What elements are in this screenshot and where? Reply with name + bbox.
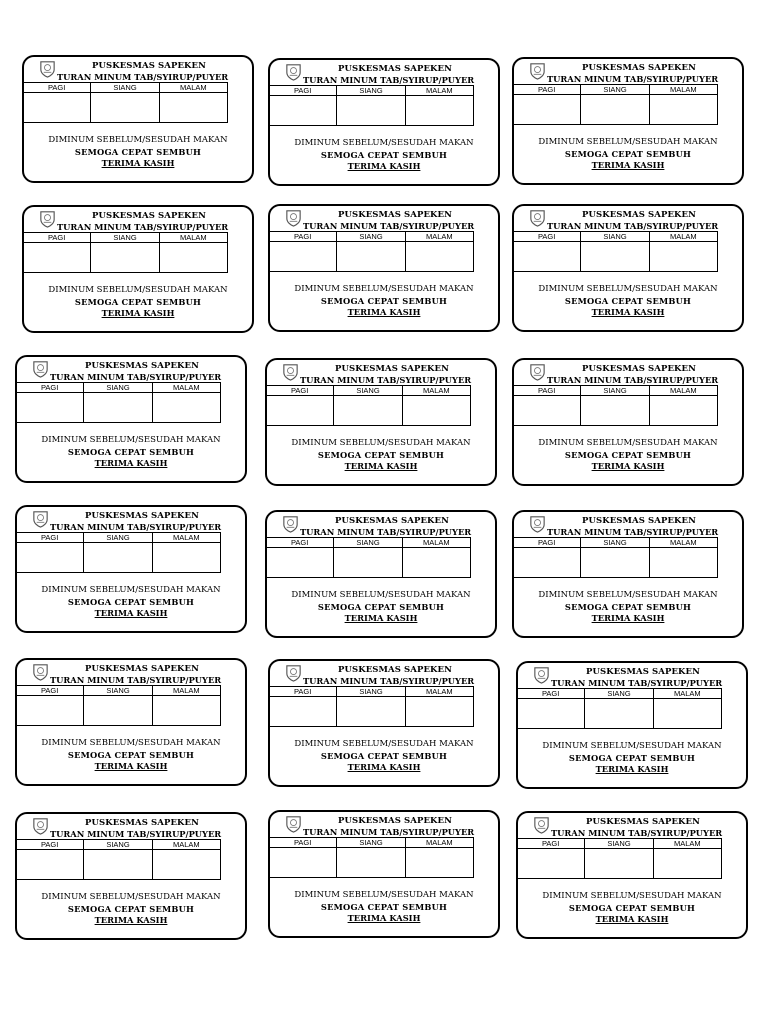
meal-instruction: DIMINUM SEBELUM/SESUDAH MAKAN	[294, 138, 474, 148]
dosage-rule-title: TURAN MINUM TAB/SYIRUP/PUYER	[303, 75, 475, 85]
get-well-wish: SEMOGA CEPAT SEMBUH	[74, 297, 202, 307]
thank-you-text: TERIMA KASIH	[94, 458, 168, 468]
clinic-name: PUSKESMAS SAPEKEN	[338, 210, 452, 220]
thank-you-text: TERIMA KASIH	[94, 761, 168, 771]
clinic-name: PUSKESMAS SAPEKEN	[335, 516, 449, 526]
cell-siang	[581, 396, 649, 426]
dosage-table	[268, 85, 474, 126]
column-malam: MALAM	[152, 383, 220, 393]
cell-malam	[402, 548, 470, 578]
cell-pagi	[517, 849, 585, 879]
cell-siang	[84, 850, 152, 880]
cell-pagi	[513, 548, 581, 578]
dosage-rule-title: TURAN MINUM TAB/SYIRUP/PUYER	[547, 375, 719, 385]
meal-instruction: DIMINUM SEBELUM/SESUDAH MAKAN	[538, 438, 718, 448]
column-malam: MALAM	[159, 233, 227, 243]
thank-you-text: TERIMA KASIH	[591, 461, 665, 471]
get-well-wish: SEMOGA CEPAT SEMBUH	[320, 751, 448, 761]
puskesmas-emblem-icon	[284, 663, 303, 682]
clinic-name: PUSKESMAS SAPEKEN	[582, 516, 696, 526]
puskesmas-emblem-icon	[528, 514, 547, 533]
column-pagi: PAGI	[23, 233, 91, 243]
clinic-name: PUSKESMAS SAPEKEN	[582, 364, 696, 374]
dosage-table	[516, 688, 722, 729]
puskesmas-emblem-icon	[38, 59, 57, 78]
cell-malam	[649, 95, 717, 125]
meal-instruction: DIMINUM SEBELUM/SESUDAH MAKAN	[542, 891, 722, 901]
cell-pagi	[23, 243, 91, 273]
puskesmas-emblem-icon	[284, 62, 303, 81]
column-malam: MALAM	[649, 538, 717, 548]
column-siang: SIANG	[585, 839, 653, 849]
dosage-table	[15, 685, 221, 726]
cell-siang	[581, 548, 649, 578]
column-malam: MALAM	[405, 687, 473, 697]
cell-pagi	[16, 850, 84, 880]
clinic-name: PUSKESMAS SAPEKEN	[85, 361, 199, 371]
cell-pagi	[23, 93, 91, 123]
column-malam: MALAM	[653, 689, 721, 699]
medicine-label	[516, 661, 748, 789]
cell-malam	[152, 850, 220, 880]
thank-you-text: TERIMA KASIH	[347, 307, 421, 317]
cell-malam	[405, 697, 473, 727]
dosage-table	[15, 839, 221, 880]
medicine-label	[22, 55, 254, 183]
medicine-label	[265, 358, 497, 486]
medicine-label	[512, 204, 744, 332]
column-siang: SIANG	[581, 386, 649, 396]
column-malam: MALAM	[402, 386, 470, 396]
cell-pagi	[269, 848, 337, 878]
cell-pagi	[517, 699, 585, 729]
column-siang: SIANG	[84, 840, 152, 850]
column-siang: SIANG	[337, 838, 405, 848]
column-siang: SIANG	[84, 533, 152, 543]
cell-malam	[402, 396, 470, 426]
cell-siang	[585, 849, 653, 879]
cell-siang	[337, 848, 405, 878]
meal-instruction: DIMINUM SEBELUM/SESUDAH MAKAN	[538, 284, 718, 294]
cell-siang	[581, 95, 649, 125]
column-siang: SIANG	[337, 232, 405, 242]
cell-malam	[649, 242, 717, 272]
column-pagi: PAGI	[16, 686, 84, 696]
column-pagi: PAGI	[513, 386, 581, 396]
cell-malam	[649, 548, 717, 578]
cell-malam	[405, 96, 473, 126]
meal-instruction: DIMINUM SEBELUM/SESUDAH MAKAN	[538, 137, 718, 147]
column-pagi: PAGI	[23, 83, 91, 93]
column-pagi: PAGI	[269, 838, 337, 848]
dosage-rule-title: TURAN MINUM TAB/SYIRUP/PUYER	[300, 375, 472, 385]
column-malam: MALAM	[152, 686, 220, 696]
get-well-wish: SEMOGA CEPAT SEMBUH	[67, 904, 195, 914]
clinic-name: PUSKESMAS SAPEKEN	[586, 667, 700, 677]
clinic-name: PUSKESMAS SAPEKEN	[85, 511, 199, 521]
dosage-table	[268, 837, 474, 878]
column-malam: MALAM	[402, 538, 470, 548]
cell-malam	[649, 396, 717, 426]
dosage-table	[512, 84, 718, 125]
get-well-wish: SEMOGA CEPAT SEMBUH	[317, 450, 445, 460]
column-siang: SIANG	[337, 687, 405, 697]
dosage-table	[15, 382, 221, 423]
meal-instruction: DIMINUM SEBELUM/SESUDAH MAKAN	[542, 741, 722, 751]
cell-pagi	[266, 548, 334, 578]
dosage-rule-title: TURAN MINUM TAB/SYIRUP/PUYER	[300, 527, 472, 537]
cell-siang	[334, 548, 402, 578]
thank-you-text: TERIMA KASIH	[347, 762, 421, 772]
cell-pagi	[269, 697, 337, 727]
cell-malam	[152, 393, 220, 423]
clinic-name: PUSKESMAS SAPEKEN	[582, 210, 696, 220]
cell-pagi	[513, 242, 581, 272]
thank-you-text: TERIMA KASIH	[344, 613, 418, 623]
thank-you-text: TERIMA KASIH	[101, 308, 175, 318]
column-siang: SIANG	[84, 686, 152, 696]
thank-you-text: TERIMA KASIH	[591, 307, 665, 317]
medicine-label	[15, 812, 247, 940]
medicine-label	[268, 810, 500, 938]
get-well-wish: SEMOGA CEPAT SEMBUH	[74, 147, 202, 157]
cell-siang	[91, 243, 159, 273]
meal-instruction: DIMINUM SEBELUM/SESUDAH MAKAN	[291, 438, 471, 448]
medicine-label	[512, 510, 744, 638]
column-pagi: PAGI	[517, 839, 585, 849]
dosage-table	[512, 231, 718, 272]
thank-you-text: TERIMA KASIH	[595, 914, 669, 924]
dosage-rule-title: TURAN MINUM TAB/SYIRUP/PUYER	[50, 372, 222, 382]
cell-pagi	[16, 696, 84, 726]
column-pagi: PAGI	[16, 533, 84, 543]
cell-pagi	[16, 543, 84, 573]
thank-you-text: TERIMA KASIH	[94, 915, 168, 925]
cell-malam	[152, 696, 220, 726]
dosage-rule-title: TURAN MINUM TAB/SYIRUP/PUYER	[50, 829, 222, 839]
cell-pagi	[266, 396, 334, 426]
column-pagi: PAGI	[513, 85, 581, 95]
column-malam: MALAM	[159, 83, 227, 93]
cell-pagi	[513, 396, 581, 426]
cell-pagi	[269, 96, 337, 126]
dosage-table	[265, 537, 471, 578]
dosage-rule-title: TURAN MINUM TAB/SYIRUP/PUYER	[303, 676, 475, 686]
medicine-label	[268, 659, 500, 787]
column-siang: SIANG	[91, 233, 159, 243]
cell-pagi	[16, 393, 84, 423]
column-siang: SIANG	[91, 83, 159, 93]
medicine-label	[15, 355, 247, 483]
column-siang: SIANG	[585, 689, 653, 699]
thank-you-text: TERIMA KASIH	[94, 608, 168, 618]
column-malam: MALAM	[649, 85, 717, 95]
thank-you-text: TERIMA KASIH	[595, 764, 669, 774]
get-well-wish: SEMOGA CEPAT SEMBUH	[564, 296, 692, 306]
column-pagi: PAGI	[269, 687, 337, 697]
puskesmas-emblem-icon	[528, 61, 547, 80]
column-pagi: PAGI	[266, 538, 334, 548]
medicine-label	[265, 510, 497, 638]
clinic-name: PUSKESMAS SAPEKEN	[338, 64, 452, 74]
cell-siang	[334, 396, 402, 426]
meal-instruction: DIMINUM SEBELUM/SESUDAH MAKAN	[538, 590, 718, 600]
cell-malam	[159, 93, 227, 123]
meal-instruction: DIMINUM SEBELUM/SESUDAH MAKAN	[48, 135, 228, 145]
get-well-wish: SEMOGA CEPAT SEMBUH	[568, 903, 696, 913]
cell-siang	[84, 696, 152, 726]
column-pagi: PAGI	[513, 538, 581, 548]
dosage-rule-title: TURAN MINUM TAB/SYIRUP/PUYER	[551, 828, 723, 838]
column-malam: MALAM	[405, 86, 473, 96]
column-malam: MALAM	[649, 232, 717, 242]
thank-you-text: TERIMA KASIH	[591, 160, 665, 170]
cell-siang	[337, 697, 405, 727]
thank-you-text: TERIMA KASIH	[101, 158, 175, 168]
column-malam: MALAM	[152, 840, 220, 850]
meal-instruction: DIMINUM SEBELUM/SESUDAH MAKAN	[41, 892, 221, 902]
cell-siang	[91, 93, 159, 123]
puskesmas-emblem-icon	[38, 209, 57, 228]
dosage-table	[268, 231, 474, 272]
dosage-table	[265, 385, 471, 426]
column-malam: MALAM	[649, 386, 717, 396]
puskesmas-emblem-icon	[31, 662, 50, 681]
medicine-label	[512, 57, 744, 185]
cell-siang	[337, 96, 405, 126]
dosage-rule-title: TURAN MINUM TAB/SYIRUP/PUYER	[303, 221, 475, 231]
cell-siang	[337, 242, 405, 272]
get-well-wish: SEMOGA CEPAT SEMBUH	[320, 296, 448, 306]
meal-instruction: DIMINUM SEBELUM/SESUDAH MAKAN	[291, 590, 471, 600]
dosage-rule-title: TURAN MINUM TAB/SYIRUP/PUYER	[551, 678, 723, 688]
dosage-rule-title: TURAN MINUM TAB/SYIRUP/PUYER	[547, 527, 719, 537]
medicine-label	[268, 58, 500, 186]
clinic-name: PUSKESMAS SAPEKEN	[85, 664, 199, 674]
column-siang: SIANG	[337, 86, 405, 96]
clinic-name: PUSKESMAS SAPEKEN	[586, 817, 700, 827]
meal-instruction: DIMINUM SEBELUM/SESUDAH MAKAN	[294, 890, 474, 900]
column-malam: MALAM	[405, 232, 473, 242]
column-pagi: PAGI	[16, 383, 84, 393]
puskesmas-emblem-icon	[281, 362, 300, 381]
get-well-wish: SEMOGA CEPAT SEMBUH	[564, 450, 692, 460]
column-siang: SIANG	[581, 538, 649, 548]
clinic-name: PUSKESMAS SAPEKEN	[335, 364, 449, 374]
dosage-table	[512, 385, 718, 426]
get-well-wish: SEMOGA CEPAT SEMBUH	[317, 602, 445, 612]
medicine-label	[15, 658, 247, 786]
clinic-name: PUSKESMAS SAPEKEN	[92, 61, 206, 71]
medicine-label	[512, 358, 744, 486]
cell-malam	[405, 242, 473, 272]
get-well-wish: SEMOGA CEPAT SEMBUH	[67, 597, 195, 607]
meal-instruction: DIMINUM SEBELUM/SESUDAH MAKAN	[294, 284, 474, 294]
cell-siang	[84, 393, 152, 423]
column-pagi: PAGI	[517, 689, 585, 699]
puskesmas-emblem-icon	[284, 814, 303, 833]
cell-malam	[405, 848, 473, 878]
puskesmas-emblem-icon	[284, 208, 303, 227]
medicine-label	[516, 811, 748, 939]
column-siang: SIANG	[581, 232, 649, 242]
get-well-wish: SEMOGA CEPAT SEMBUH	[564, 149, 692, 159]
column-malam: MALAM	[653, 839, 721, 849]
puskesmas-emblem-icon	[528, 208, 547, 227]
dosage-table	[22, 232, 228, 273]
meal-instruction: DIMINUM SEBELUM/SESUDAH MAKAN	[294, 739, 474, 749]
dosage-rule-title: TURAN MINUM TAB/SYIRUP/PUYER	[547, 221, 719, 231]
thank-you-text: TERIMA KASIH	[344, 461, 418, 471]
column-pagi: PAGI	[269, 232, 337, 242]
dosage-rule-title: TURAN MINUM TAB/SYIRUP/PUYER	[50, 675, 222, 685]
column-pagi: PAGI	[269, 86, 337, 96]
puskesmas-emblem-icon	[281, 514, 300, 533]
dosage-rule-title: TURAN MINUM TAB/SYIRUP/PUYER	[57, 72, 229, 82]
column-siang: SIANG	[581, 85, 649, 95]
column-pagi: PAGI	[513, 232, 581, 242]
dosage-table	[22, 82, 228, 123]
column-siang: SIANG	[334, 386, 402, 396]
get-well-wish: SEMOGA CEPAT SEMBUH	[67, 447, 195, 457]
cell-pagi	[269, 242, 337, 272]
puskesmas-emblem-icon	[31, 359, 50, 378]
cell-siang	[84, 543, 152, 573]
medicine-label	[15, 505, 247, 633]
clinic-name: PUSKESMAS SAPEKEN	[338, 816, 452, 826]
dosage-table	[15, 532, 221, 573]
cell-malam	[653, 699, 721, 729]
column-pagi: PAGI	[16, 840, 84, 850]
dosage-rule-title: TURAN MINUM TAB/SYIRUP/PUYER	[57, 222, 229, 232]
cell-siang	[581, 242, 649, 272]
dosage-rule-title: TURAN MINUM TAB/SYIRUP/PUYER	[303, 827, 475, 837]
column-pagi: PAGI	[266, 386, 334, 396]
cell-malam	[159, 243, 227, 273]
thank-you-text: TERIMA KASIH	[347, 161, 421, 171]
medicine-label	[268, 204, 500, 332]
puskesmas-emblem-icon	[528, 362, 547, 381]
cell-malam	[152, 543, 220, 573]
dosage-rule-title: TURAN MINUM TAB/SYIRUP/PUYER	[547, 74, 719, 84]
clinic-name: PUSKESMAS SAPEKEN	[92, 211, 206, 221]
cell-siang	[585, 699, 653, 729]
thank-you-text: TERIMA KASIH	[347, 913, 421, 923]
get-well-wish: SEMOGA CEPAT SEMBUH	[568, 753, 696, 763]
clinic-name: PUSKESMAS SAPEKEN	[582, 63, 696, 73]
column-siang: SIANG	[84, 383, 152, 393]
puskesmas-emblem-icon	[31, 509, 50, 528]
dosage-table	[268, 686, 474, 727]
dosage-table	[516, 838, 722, 879]
cell-pagi	[513, 95, 581, 125]
meal-instruction: DIMINUM SEBELUM/SESUDAH MAKAN	[41, 738, 221, 748]
thank-you-text: TERIMA KASIH	[591, 613, 665, 623]
meal-instruction: DIMINUM SEBELUM/SESUDAH MAKAN	[41, 585, 221, 595]
get-well-wish: SEMOGA CEPAT SEMBUH	[67, 750, 195, 760]
cell-malam	[653, 849, 721, 879]
puskesmas-emblem-icon	[532, 665, 551, 684]
meal-instruction: DIMINUM SEBELUM/SESUDAH MAKAN	[48, 285, 228, 295]
get-well-wish: SEMOGA CEPAT SEMBUH	[564, 602, 692, 612]
column-malam: MALAM	[405, 838, 473, 848]
clinic-name: PUSKESMAS SAPEKEN	[338, 665, 452, 675]
meal-instruction: DIMINUM SEBELUM/SESUDAH MAKAN	[41, 435, 221, 445]
dosage-rule-title: TURAN MINUM TAB/SYIRUP/PUYER	[50, 522, 222, 532]
clinic-name: PUSKESMAS SAPEKEN	[85, 818, 199, 828]
dosage-table	[512, 537, 718, 578]
medicine-label	[22, 205, 254, 333]
column-siang: SIANG	[334, 538, 402, 548]
puskesmas-emblem-icon	[31, 816, 50, 835]
column-malam: MALAM	[152, 533, 220, 543]
puskesmas-emblem-icon	[532, 815, 551, 834]
get-well-wish: SEMOGA CEPAT SEMBUH	[320, 150, 448, 160]
get-well-wish: SEMOGA CEPAT SEMBUH	[320, 902, 448, 912]
